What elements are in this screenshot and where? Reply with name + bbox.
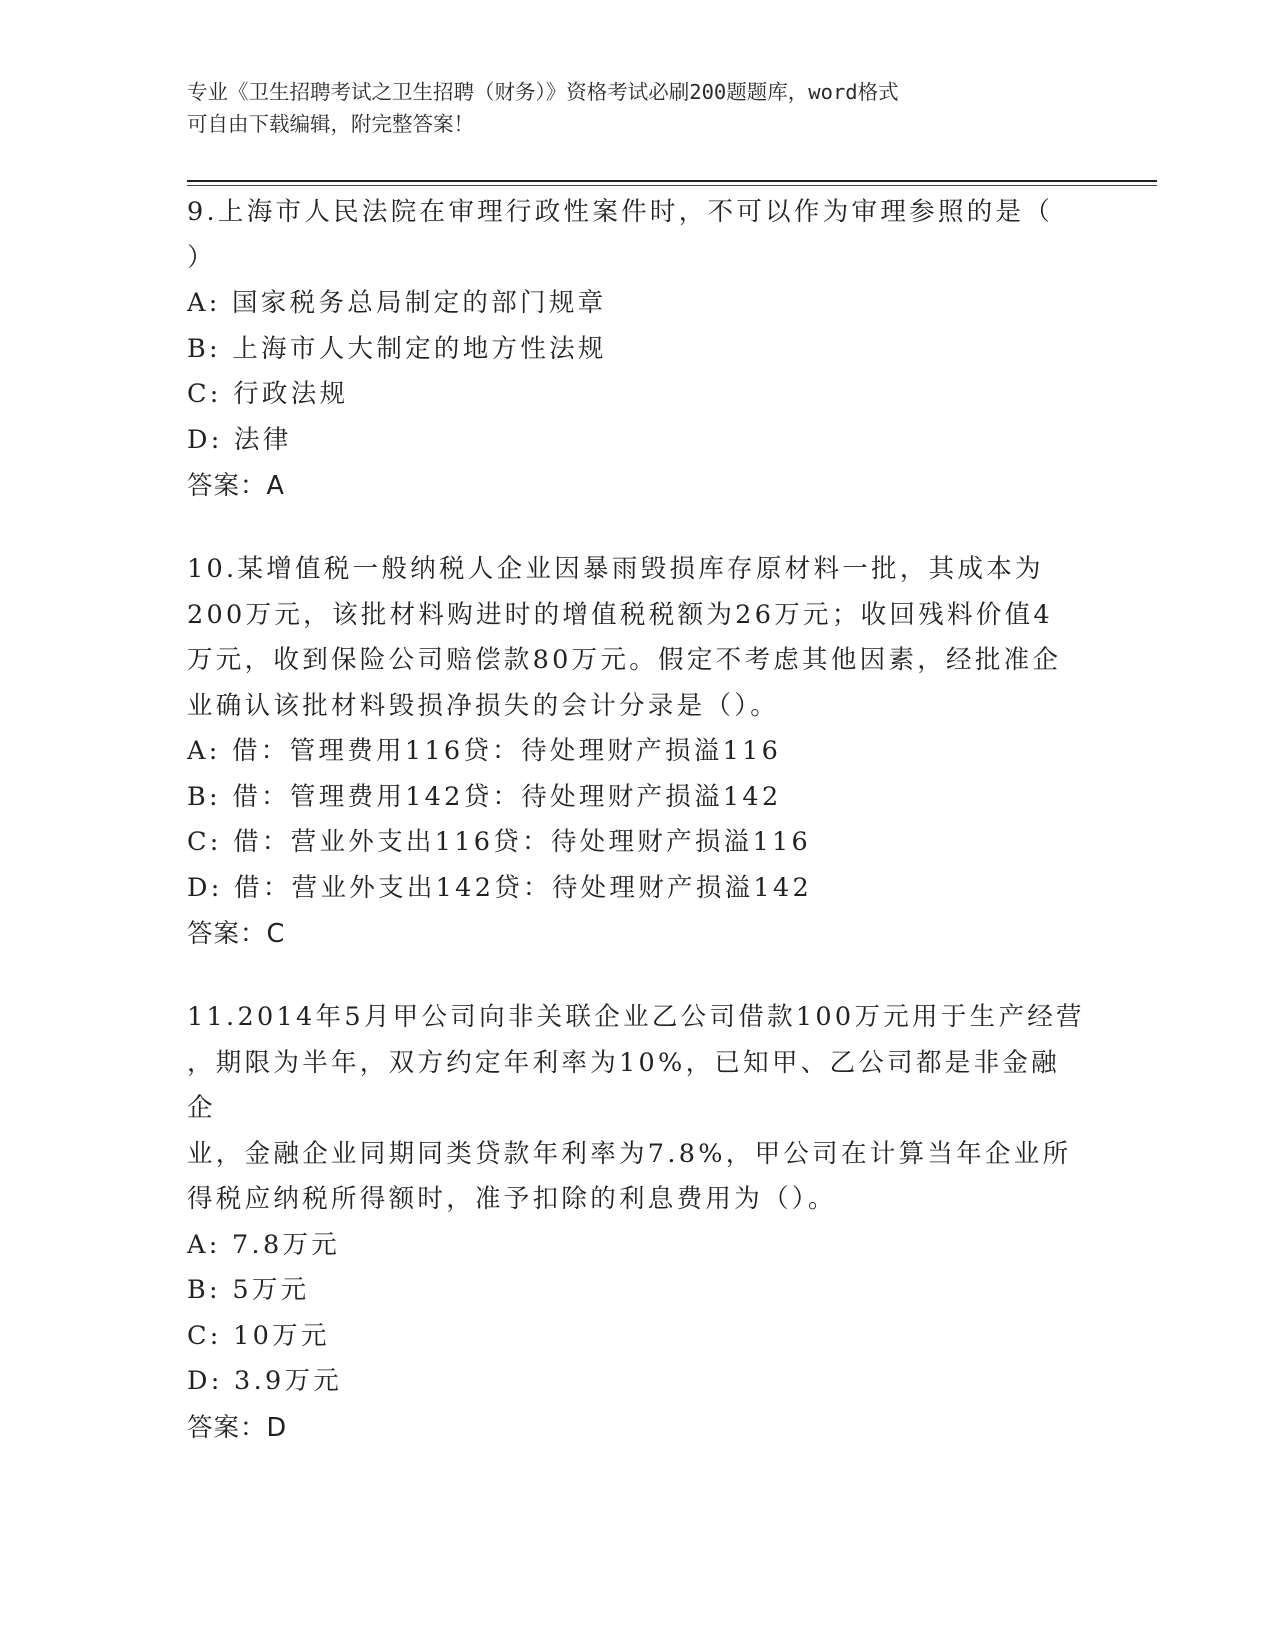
question-stem-line: 业，金融企业同期同类贷款年利率为7.8%，甲公司在计算当年企业所 (187, 1138, 1072, 1169)
option-a: A: 借：管理费用116贷：待处理财产损溢116 (187, 736, 782, 766)
header-divider-thin (187, 185, 1157, 186)
option-b: B: 借：管理费用142贷：待处理财产损溢142 (187, 781, 782, 812)
answer-label: 答案： (187, 919, 267, 949)
option-a: A: 国家税务总局制定的部门规章 (187, 288, 607, 318)
option-c: C: 借：营业外支出116贷：待处理财产损溢116 (187, 827, 812, 857)
document-header (187, 76, 1087, 140)
option-b: B: 上海市人大制定的地方性法规 (187, 333, 607, 364)
answer-line (187, 463, 1087, 509)
question-stem-line: ） (187, 242, 216, 273)
option-a: A: 7.8万元 (187, 1229, 341, 1260)
question-stem-line: 万元，收到保险公司赔偿款80万元。假定不考虑其他因素，经批准企 (187, 645, 1062, 675)
question-11 (187, 995, 1087, 1451)
answer-label: 答案： (187, 471, 267, 501)
option-d: D: 3.9万元 (187, 1366, 343, 1396)
question-9 (187, 190, 1087, 509)
header-line-2: 可自由下载编辑，附完整答案！ (187, 112, 474, 136)
question-stem-line: ，期限为半年，双方约定年利率为10%，已知甲、乙公司都是非金融企 (187, 1047, 1060, 1123)
question-list (187, 190, 1087, 1489)
answer-value: D (266, 1412, 288, 1443)
answer-line (187, 911, 1087, 957)
header-line-1: 专业《卫生招聘考试之卫生招聘（财务）》资格考试必刷200题题库，word格式 (187, 80, 899, 104)
question-stem-line: 10.某增值税一般纳税人企业因暴雨毁损库存原材料一批，其成本为 (187, 554, 1044, 584)
option-d: D: 借：营业外支出142贷：待处理财产损溢142 (187, 872, 812, 903)
option-c: C: 行政法规 (187, 379, 349, 409)
answer-line (187, 1405, 1087, 1451)
question-stem-line: 200万元，该批材料购进时的增值税税额为26万元；收回残料价值4 (187, 599, 1053, 630)
question-stem-line: 得税应纳税所得额时，准予扣除的利息费用为（）。 (187, 1184, 837, 1214)
answer-label: 答案： (187, 1412, 267, 1443)
question-10 (187, 547, 1087, 957)
option-c: C: 10万元 (187, 1320, 330, 1351)
question-stem-line: 11.2014年5月甲公司向非关联企业乙公司借款100万元用于生产经营 (187, 1002, 1085, 1032)
header-divider-thick (187, 180, 1157, 182)
option-b: B: 5万元 (187, 1275, 310, 1305)
option-d: D: 法律 (187, 424, 292, 455)
question-stem-line: 业确认该批材料毁损净损失的会计分录是（）。 (187, 690, 780, 721)
question-stem-line: 9.上海市人民法院在审理行政性案件时，不可以作为审理参照的是（ (187, 197, 1054, 227)
answer-value: C (266, 919, 286, 949)
answer-value: A (266, 471, 285, 501)
